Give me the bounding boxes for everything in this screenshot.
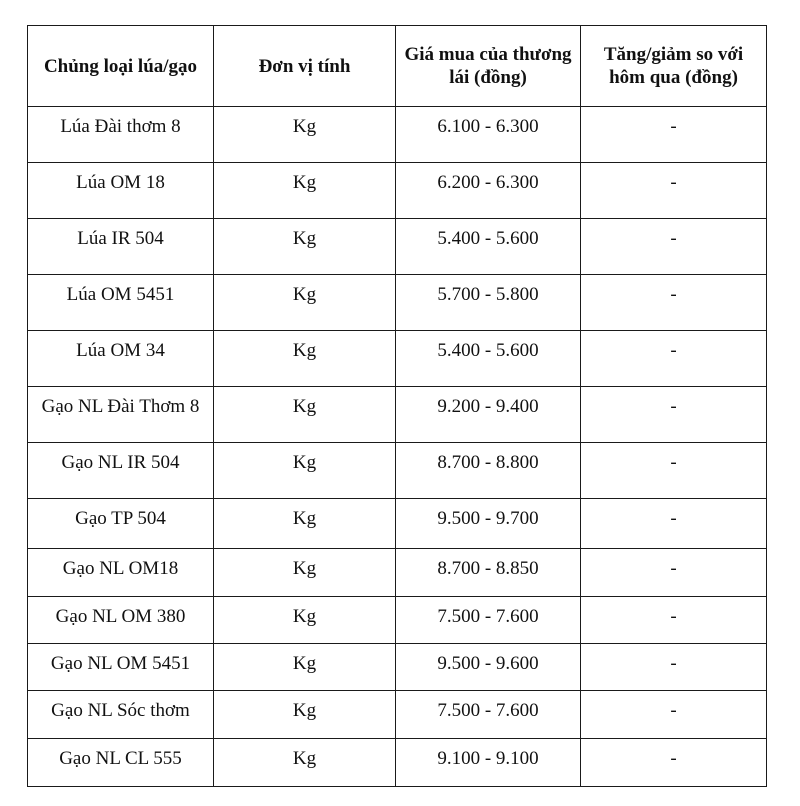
- cell-price: 8.700 - 8.800: [396, 443, 581, 499]
- cell-unit: Kg: [214, 443, 396, 499]
- cell-price: 9.500 - 9.700: [396, 499, 581, 549]
- table-row: [28, 219, 767, 275]
- cell-change: -: [581, 499, 767, 549]
- cell-price: 6.100 - 6.300: [396, 107, 581, 163]
- cell-rice-type: Lúa OM 18: [28, 163, 214, 219]
- cell-change: -: [581, 107, 767, 163]
- table-row: [28, 597, 767, 644]
- table-row: [28, 163, 767, 219]
- table-row: [28, 275, 767, 331]
- cell-rice-type: Gạo NL OM 380: [28, 597, 214, 644]
- cell-change: -: [581, 275, 767, 331]
- table-row: [28, 107, 767, 163]
- table-header-row: [28, 26, 767, 107]
- cell-change: -: [581, 691, 767, 739]
- header-unit: Đơn vị tính: [214, 26, 396, 107]
- cell-price: 7.500 - 7.600: [396, 691, 581, 739]
- cell-rice-type: Gạo NL Sóc thơm: [28, 691, 214, 739]
- cell-price: 6.200 - 6.300: [396, 163, 581, 219]
- cell-unit: Kg: [214, 644, 396, 691]
- table-row: [28, 549, 767, 597]
- cell-price: 9.200 - 9.400: [396, 387, 581, 443]
- cell-rice-type: Lúa OM 5451: [28, 275, 214, 331]
- table-body: [28, 107, 767, 787]
- header-trader-price: Giá mua của thương lái (đồng): [396, 26, 581, 107]
- table-row: [28, 644, 767, 691]
- cell-unit: Kg: [214, 163, 396, 219]
- cell-unit: Kg: [214, 597, 396, 644]
- cell-rice-type: Lúa Đài thơm 8: [28, 107, 214, 163]
- header-daily-change: Tăng/giảm so với hôm qua (đồng): [581, 26, 767, 107]
- cell-unit: Kg: [214, 549, 396, 597]
- cell-unit: Kg: [214, 499, 396, 549]
- table-row: [28, 691, 767, 739]
- cell-price: 9.100 - 9.100: [396, 739, 581, 787]
- cell-rice-type: Gạo NL OM 5451: [28, 644, 214, 691]
- cell-unit: Kg: [214, 331, 396, 387]
- cell-rice-type: Lúa IR 504: [28, 219, 214, 275]
- table-row: [28, 443, 767, 499]
- cell-change: -: [581, 549, 767, 597]
- cell-rice-type: Gạo NL IR 504: [28, 443, 214, 499]
- cell-unit: Kg: [214, 107, 396, 163]
- cell-rice-type: Gạo NL OM18: [28, 549, 214, 597]
- cell-unit: Kg: [214, 387, 396, 443]
- table-row: [28, 739, 767, 787]
- cell-change: -: [581, 163, 767, 219]
- cell-change: -: [581, 443, 767, 499]
- cell-price: 8.700 - 8.850: [396, 549, 581, 597]
- cell-rice-type: Gạo NL Đài Thơm 8: [28, 387, 214, 443]
- rice-price-table: [27, 25, 767, 787]
- cell-price: 5.700 - 5.800: [396, 275, 581, 331]
- cell-rice-type: Gạo TP 504: [28, 499, 214, 549]
- cell-change: -: [581, 219, 767, 275]
- cell-rice-type: Lúa OM 34: [28, 331, 214, 387]
- cell-change: -: [581, 387, 767, 443]
- cell-change: -: [581, 331, 767, 387]
- cell-price: 7.500 - 7.600: [396, 597, 581, 644]
- table-row: [28, 387, 767, 443]
- cell-unit: Kg: [214, 219, 396, 275]
- table-row: [28, 331, 767, 387]
- cell-change: -: [581, 597, 767, 644]
- cell-price: 9.500 - 9.600: [396, 644, 581, 691]
- cell-price: 5.400 - 5.600: [396, 331, 581, 387]
- cell-change: -: [581, 739, 767, 787]
- cell-unit: Kg: [214, 691, 396, 739]
- cell-rice-type: Gạo NL CL 555: [28, 739, 214, 787]
- cell-unit: Kg: [214, 275, 396, 331]
- cell-unit: Kg: [214, 739, 396, 787]
- table-row: [28, 499, 767, 549]
- header-rice-type: Chủng loại lúa/gạo: [28, 26, 214, 107]
- cell-price: 5.400 - 5.600: [396, 219, 581, 275]
- cell-change: -: [581, 644, 767, 691]
